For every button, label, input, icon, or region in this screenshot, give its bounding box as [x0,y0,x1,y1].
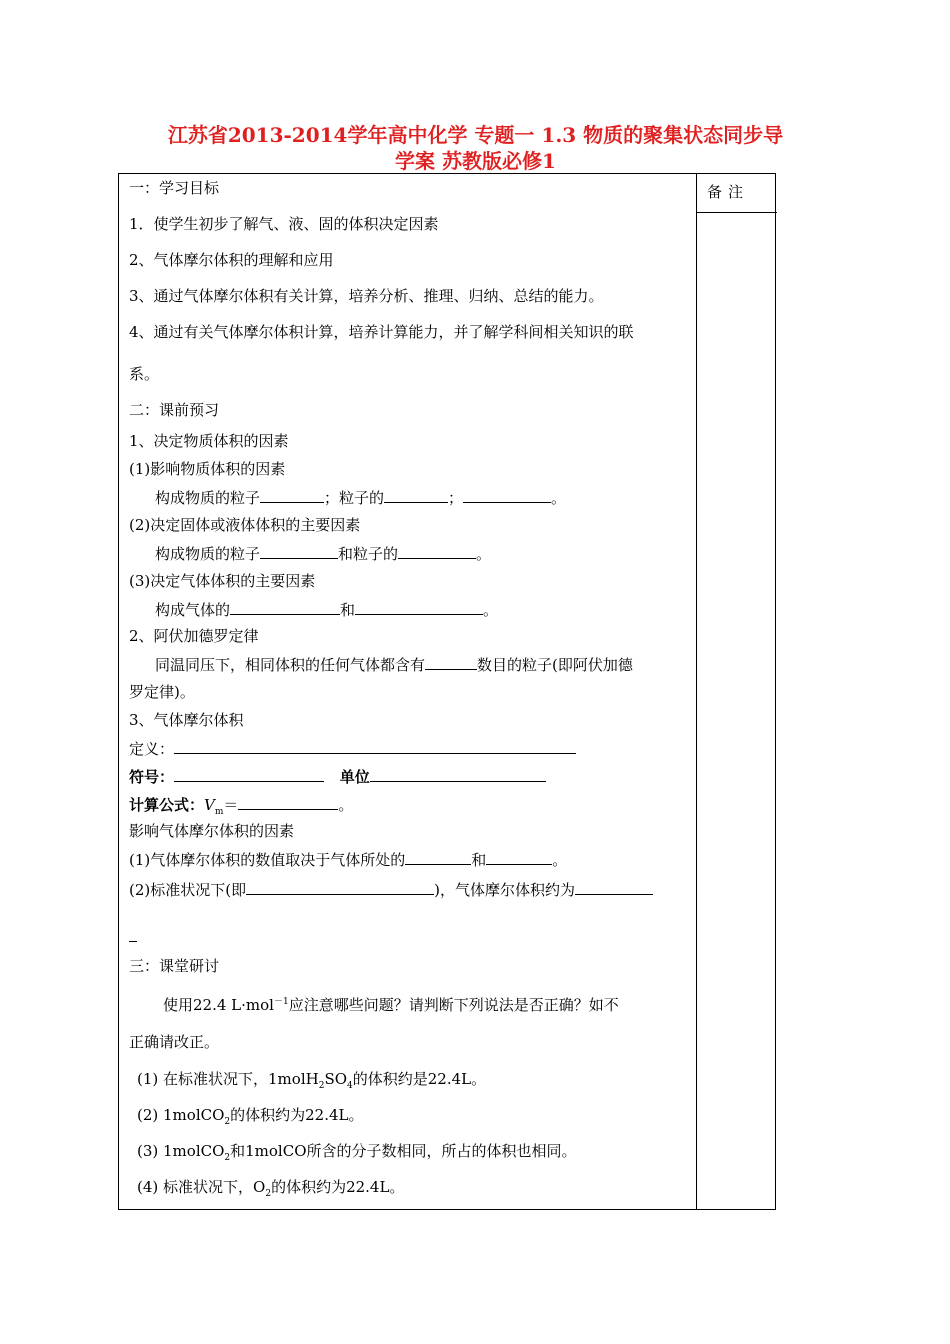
text: 单位 [339,768,370,786]
factors-sub-1: (1)影响物质体积的因素 [129,460,286,478]
factors-heading: 1、决定物质体积的因素 [129,432,289,450]
influence-line-1 [129,849,567,870]
question-1 [137,1069,486,1096]
blank-continuation [129,926,137,942]
blank [238,794,338,810]
objective-4: 4、通过有关气体摩尔体积计算，培养计算能力，并了解学科间相关知识的联 [129,323,634,341]
text: m [214,807,224,817]
factors-sub-3: (3)决定气体体积的主要因素 [129,572,316,590]
text: 。 [483,601,499,619]
section2-heading: 二：课前预习 [129,401,220,419]
note-column-header: 备注 [707,183,750,201]
influence-heading: 影响气体摩尔体积的因素 [129,822,295,840]
objective-4-cont: 系。 [129,365,160,383]
factors-line-1 [155,487,566,508]
text: 同温同压下，相同体积的任何气体都含有 [155,656,426,674]
blank [425,654,477,670]
text: 构成物质的粒子 [155,545,261,563]
title-line-1: 江苏省2013-2014学年高中化学 专题一 1.3 物质的聚集状态同步导 [167,123,784,147]
text: 。 [551,489,567,507]
text: ；粒子的 [324,489,385,507]
blank [355,599,483,615]
influence-line-2 [129,879,653,900]
factors-line-2 [155,543,491,564]
column-divider [696,174,697,1209]
blank [174,738,576,754]
text: 的体积约是22.4L。 [352,1070,487,1088]
blank [230,599,340,615]
section3-heading: 三：课堂研讨 [129,957,220,975]
blank [405,849,471,865]
text: 的体积约为22.4L。 [230,1106,364,1124]
text: (2)标准状况下(即 [129,881,247,899]
text: 和1molCO所含的分子数相同，所占的体积也相同。 [230,1142,577,1160]
worksheet-table [118,173,776,1210]
text: (3) 1molCO [137,1142,225,1160]
text: 和 [340,601,356,619]
blank [174,766,324,782]
factors-sub-2: (2)决定固体或液体体积的主要因素 [129,516,361,534]
molar-volume-heading: 3、气体摩尔体积 [129,711,244,729]
section1-heading: 一：学习目标 [129,179,220,197]
formula-line [129,794,353,822]
discussion-intro [163,992,619,1015]
text: 数目的粒子(即阿伏加德 [477,656,633,674]
text: 和 [471,851,487,869]
blank [463,487,551,503]
blank [246,879,434,895]
text: 。 [338,796,354,814]
blank [370,766,546,782]
text: －1 [273,997,289,1007]
text: (4) 标准状况下，O [137,1178,266,1196]
blank [260,487,324,503]
text: ＝ [223,796,239,814]
text: 4 [347,1081,353,1091]
text: 定义： [129,740,175,758]
text: 计算公式： [129,796,205,814]
text: (1)气体摩尔体积的数值取决于气体所处的 [129,851,406,869]
blank [260,543,338,559]
text: SO [324,1070,348,1088]
text: 2 [318,1081,325,1091]
question-3 [137,1141,577,1168]
text: 。 [476,545,492,563]
discussion-intro-cont: 正确请改正。 [129,1033,220,1051]
note-header-divider [697,212,777,213]
text: 和粒子的 [338,545,399,563]
factors-line-3 [155,599,498,620]
text: (2) 1molCO [137,1106,225,1124]
text: 构成气体的 [155,601,231,619]
blank [575,879,653,895]
text: 的体积约为22.4L。 [271,1178,405,1196]
blank [398,543,476,559]
avogadro-line [155,654,633,675]
avogadro-heading: 2、阿伏加德罗定律 [129,627,259,645]
text: )，气体摩尔体积约为 [434,881,575,899]
text: (1) 在标准状况下，1molH [137,1070,319,1088]
text: 2 [224,1117,231,1127]
definition-line [129,738,576,759]
text: 构成物质的粒子 [155,489,261,507]
blank [384,487,448,503]
text: 应注意哪些问题？请判断下列说法是否正确？如不 [288,996,619,1014]
document-title [118,122,833,174]
text: 符号： [129,768,175,786]
avogadro-line-cont: 罗定律)。 [129,683,195,701]
text: 。 [552,851,568,869]
question-4 [137,1177,404,1204]
objective-1: 1．使学生初步了解气、液、固的体积决定因素 [129,215,439,233]
text: ； [448,489,464,507]
objective-2: 2、气体摩尔体积的理解和应用 [129,251,334,269]
title-line-2: 学案 苏教版必修1 [395,149,556,173]
text: 使用22.4 L·mol [163,996,274,1014]
blank [486,849,552,865]
text: V [204,796,215,814]
question-2 [137,1105,364,1132]
text: 2 [224,1153,231,1163]
text: 2 [265,1189,272,1199]
objective-3: 3、通过气体摩尔体积有关计算，培养分析、推理、归纳、总结的能力。 [129,287,604,305]
symbol-line [129,766,546,787]
